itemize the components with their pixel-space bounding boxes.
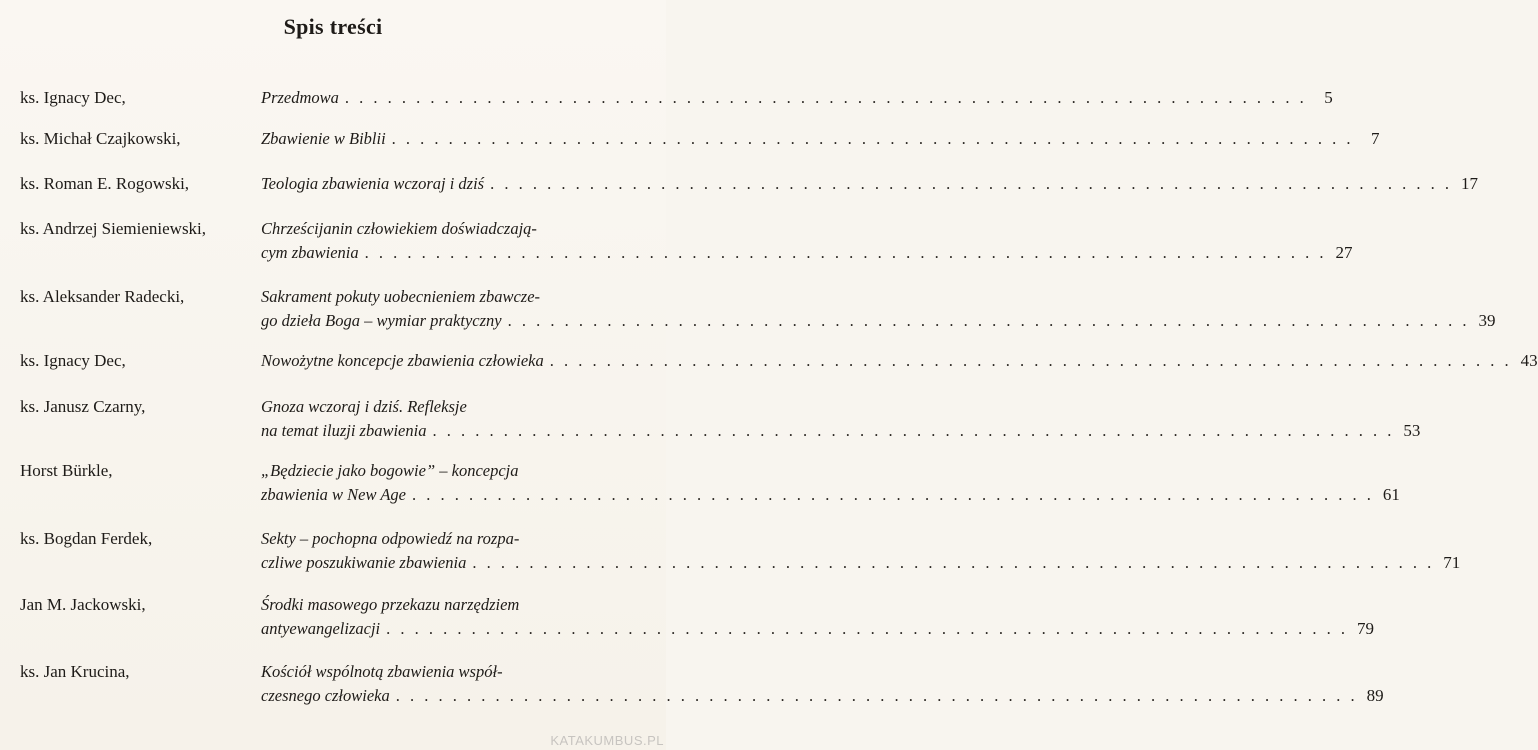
entry-author: ks. Jan Krucina, — [20, 662, 130, 681]
entry-page-number: 39 — [1478, 311, 1496, 330]
entry-title-line: Sekty – pochopna odpowiedź na rozpa- — [261, 529, 520, 548]
entry-page-number: 89 — [1366, 686, 1384, 705]
entry-author: Jan M. Jackowski, — [20, 595, 146, 614]
dot-leader — [386, 617, 1348, 641]
entry-page-number: 5 — [1324, 88, 1333, 107]
entry-author: ks. Roman E. Rogowski, — [20, 174, 190, 193]
entry-author: ks. Ignacy Dec, — [20, 88, 126, 107]
entry-title — [261, 285, 1496, 333]
entry-title-line: go dzieła Boga – wymiar praktyczny — [261, 311, 502, 330]
entry-title-line: Chrześcijanin człowiekiem doświadczają- — [261, 219, 537, 238]
entry-title — [261, 527, 1461, 575]
entry-page-number: 79 — [1357, 619, 1375, 638]
entry-title — [261, 127, 1380, 151]
entry-title-line: Gnoza wczoraj i dziś. Refleksje — [261, 397, 467, 416]
entry-title-line: „Będziecie jako bogowie” – koncepcja — [261, 461, 519, 480]
dot-leader — [472, 551, 1434, 575]
dot-leader — [508, 309, 1470, 333]
entry-page-number: 61 — [1382, 485, 1400, 504]
entry-author: Horst Bürkle, — [20, 461, 113, 480]
dot-leader — [365, 241, 1327, 265]
entry-title — [261, 660, 1384, 708]
entry-title — [261, 172, 1478, 196]
dot-leader — [392, 127, 1354, 151]
dot-leader — [412, 483, 1374, 507]
entry-author: ks. Andrzej Siemieniewski, — [20, 219, 207, 238]
page-title: Spis treści — [283, 14, 383, 39]
entry-title-line: antyewangelizacji — [261, 619, 381, 638]
entry-title — [261, 349, 1538, 373]
entry-title-line: zbawienia w New Age — [261, 485, 406, 504]
entry-title-line: Zbawienie w Biblii — [261, 129, 386, 148]
entry-title — [261, 395, 1421, 443]
dot-leader — [490, 172, 1452, 196]
entry-author: ks. Bogdan Ferdek, — [20, 529, 153, 548]
entry-title-line: cym zbawienia — [261, 243, 359, 262]
entry-title-line: Nowożytne koncepcje zbawienia człowieka — [261, 351, 544, 370]
entry-title-line: czesnego człowieka — [261, 686, 390, 705]
entry-author: ks. Aleksander Radecki, — [20, 287, 185, 306]
entry-title-line: czliwe poszukiwanie zbawienia — [261, 553, 467, 572]
dot-leader — [550, 349, 1512, 373]
entry-title-line: Środki masowego przekazu narzędziem — [261, 595, 520, 614]
entry-page-number: 53 — [1403, 421, 1421, 440]
entry-title — [261, 86, 1333, 110]
dot-leader — [396, 684, 1358, 708]
entry-title-line: Sakrament pokuty uobecnieniem zbawcze- — [261, 287, 541, 306]
entry-title — [261, 593, 1375, 641]
dot-leader — [432, 419, 1394, 443]
entry-page-number: 7 — [1371, 129, 1380, 148]
entry-page-number: 71 — [1443, 553, 1461, 572]
entry-title-line: Przedmowa — [261, 88, 339, 107]
entry-author: ks. Michał Czajkowski, — [20, 129, 181, 148]
entry-title — [261, 459, 1400, 507]
entry-author: ks. Janusz Czarny, — [20, 397, 146, 416]
entry-page-number: 27 — [1335, 243, 1353, 262]
entry-author: ks. Ignacy Dec, — [20, 351, 126, 370]
entry-title-line: Teologia zbawienia wczoraj i dziś — [261, 174, 485, 193]
entry-title-line: na temat iluzji zbawienia — [261, 421, 427, 440]
dot-leader — [345, 86, 1307, 110]
entry-page-number: 17 — [1460, 174, 1478, 193]
entry-title-line: Kościół wspólnotą zbawienia współ- — [261, 662, 503, 681]
entry-title — [261, 217, 1353, 265]
entry-page-number: 43 — [1520, 351, 1538, 370]
watermark: KATAKUMBUS.PL — [550, 733, 664, 748]
